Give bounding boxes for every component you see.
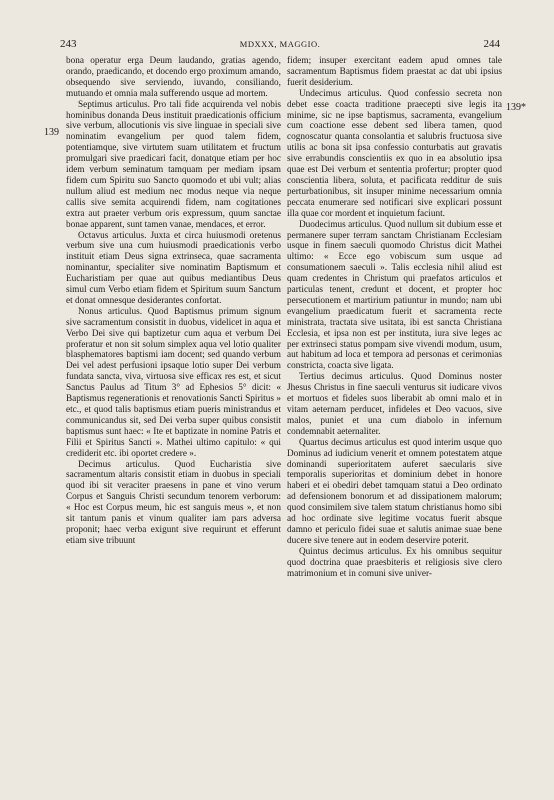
paragraph: fidem; insuper exercitant eadem apud omnes tale sacramentum Baptismus fidem praestat ac dat ubi ipsius fuerit desiderium.	[287, 56, 502, 88]
page-number-right: 244	[483, 38, 500, 50]
paragraph: Duodecimus articulus. Quod nullum sit dubium esse et permanere super terram sanctam Christianam Ecclesiam usque in finem saeculi quomodo Christus dicit Mathei ultimo: « Ecce ego vobiscum sum usque ad consumationem saeculi ». Talis ecclesia nihil aliud est quam credentes in Christum qui praefatos articulos et particulas tenent, credunt et docent, et propter hoc persecutionem et martirium patiuntur in mundo; nam ubi evangelium praedicatum fuerit et sacramenta recte ministrata, tractata sive usitata, ibi est sancta Christiana Ecclesia, et ipsa non est per instituta, iura sive leges ac per extrinseci status pompam sive vivendi modum, usum, aut habitum ad loca et tempora ad personas et cerimonias constricta, coacta sive ligata.	[287, 219, 502, 372]
margin-note-right: 139*	[506, 102, 526, 113]
right-column	[287, 56, 502, 580]
paragraph: bona operatur erga Deum laudando, gratias agendo, orando, praedicando, et docendo ergo proximum amando, obsequendo sive serviendo, iuvando, consiliando, mutuando et omnia mala sufferendo usque ad mortem.	[66, 56, 281, 99]
margin-note-left: 139	[44, 127, 59, 138]
left-column	[66, 56, 281, 547]
paragraph: Undecimus articulus. Quod confessio secreta non debet esse coacta traditione praecepti sive legis ita minime, sic ne ipse baptismus, sacramenta, evangelium cum coactione esse debent sed libera tamen, quod cognoscatur quanta consolantia et salubris fructuosa sive utilis ac bona sit ipsa confessio conturbatis aut gravatis sive errabundis conscientiis ex quo in ea absolutio ipsa quae est Dei verbum et sententia profertur; propter quod conscientia libera, soluta, et pacificata redditur de suis perturbationibus, sit insuper minime necessarium omnia peccata enumerare sed notificari sive explicari possunt illa quae cor mordent et inquietum faciunt.	[287, 88, 502, 219]
paragraph: Decimus articulus. Quod Eucharistia sive sacramentum altaris consistit etiam in duobus in speciali quod ibi sit veraciter praesens in pane et vino verum Corpus et Sanguis Christi secundum tenorem verborum: « Hoc est Corpus meum, hic est sanguis meus », et non sit tantum panis et vinum qualiter iam pars adversa proponit; haec verba exigunt sive requirunt et efferunt etiam sive tribuunt	[66, 459, 281, 546]
paragraph: Nonus articulus. Quod Baptismus primum signum sive sacramentum consistit in duobus, videlicet in aqua et Verbo Dei sive qui baptizetur cum aqua et verbum Dei proferatur et non sit solum simplex aqua vel lotio qualiter blasphematores baptismi iam docent; sed quando verbum Dei vel adest perfusioni ipsaque lotio super Dei verbum fundata sancta, viva, virtuosa sive efficax res est, et sicut Sanctus Paulus ad Titum 3° ad Ephesios 5° dicit: « Baptismus regenerationis et renovationis Sancti Spiritus » etc., et quod talis baptismus etiam pueris ministrandus et communicandus sit, sed Dei verba super quibus consistit baptismus sunt haec: « Ite et baptizate in nomine Patris et Filii et Spiritus Sancti ». Mathei ultimo capitulo: « qui crediderit etc. ibi oportet credere ».	[66, 306, 281, 459]
paragraph: Septimus articulus. Pro tali fide acquirenda vel nobis hominibus donanda Deus instituit praedicationis officium sive verbum, allocutionis vis sive linguae in speciali sive nominatim evangelium per quod talem fidem, potentiamque, sive virtutem suam utilitatem et fructum promulgari sive praedicari facit, donatque etiam per hoc idem verbum seminatum tamquam per mediam ipsam fidem cum Spiritu suo Sancto quomodo et ubi vult; alias nullum aliud est medium nec modus neque via neque callis sive semita acquirendi fidem, nam cogitationes extra aut praeter verbum oris expressum, quum sanctae bonae apparent, sunt tamen vanae, mendaces, et error.	[66, 99, 281, 230]
running-header	[60, 38, 500, 54]
paragraph: Octavus articulus. Juxta et circa huiusmodi oretenus verbum sive una cum huiusmodi praedicationis verbo instituit etiam Deus signa extrinseca, quae sacramenta nominantur, specialiter sive nominatim Baptismum et Eucharistiam per quae aut quibus mediantibus Deus simul cum Verbo etiam fidem et Spiritum suum Sanctum et donat omnesque desiderantes confortat.	[66, 230, 281, 306]
paragraph: Tertius decimus articulus. Quod Dominus noster Jhesus Christus in fine saeculi venturus sit iudicare vivos et mortuos et fideles suos liberabit ab omni malo et in vitam aeternam perducet, infideles et Deo vacuos, sive malos, puniet et una cum diabolo in infernum condemnabit aeternaliter.	[287, 372, 502, 437]
page-number-left: 243	[60, 38, 77, 50]
running-title: MDXXX, MAGGIO.	[239, 39, 321, 49]
paragraph: Quintus decimus articulus. Ex his omnibus sequitur quod doctrina quae praesbiteris et religiosis sive clero matrimonium et in comuni sive univer-	[287, 546, 502, 579]
paragraph: Quartus decimus articulus est quod interim usque quo Dominus ad iudicium venerit et omnem potestatem atque dominandi superioritatem auferet saecularis sive temporalis superioritas et dominium debet in honore haberi et ei obediri debet tamquam statui a Deo ordinato ad defensionem bonorum et ad dissipationem malorum; quod consimilem sive talem statum christianus homo sibi ad hoc ordinate sive legitime vocatus fuerit absque damno et periculo fidei suae et salutis animae suae bene ducere sive tenere aut in eodem deservire poterit.	[287, 437, 502, 546]
